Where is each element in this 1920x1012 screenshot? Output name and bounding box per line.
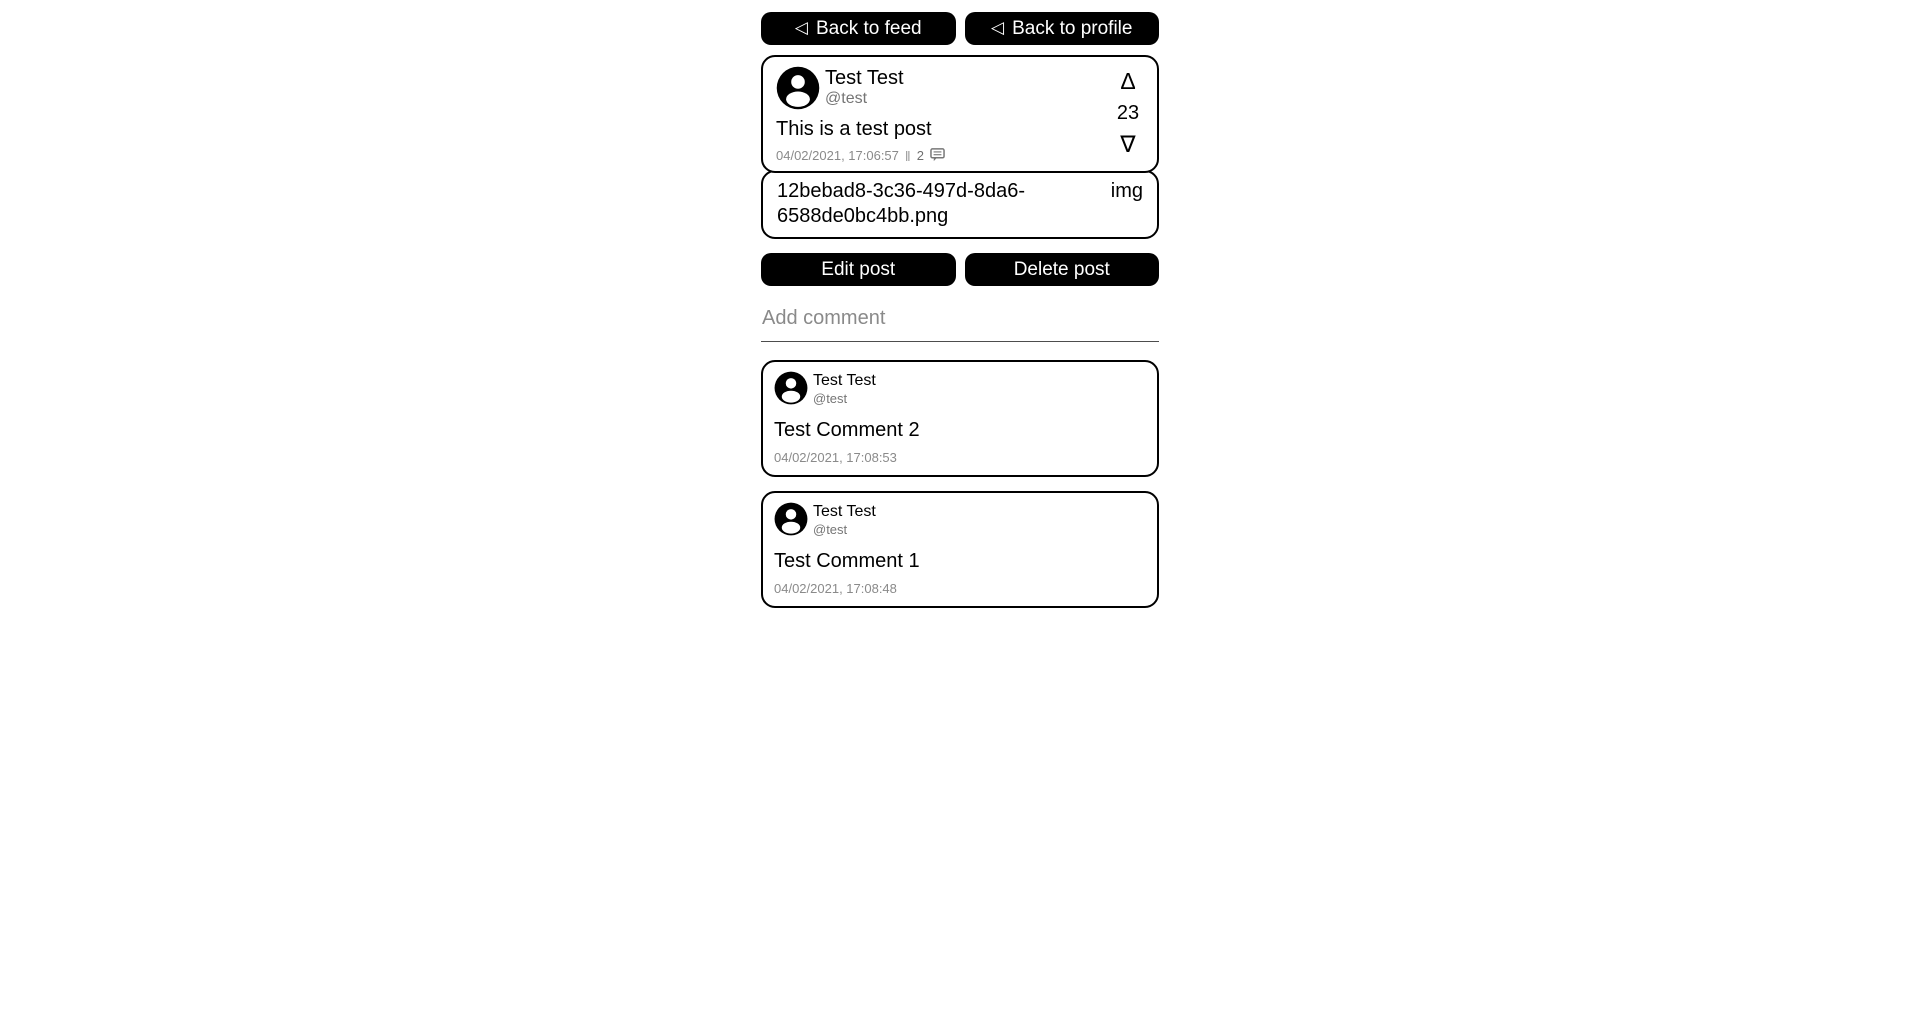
comment-bubble-icon	[930, 148, 945, 165]
comment-content: Test Comment 2	[774, 419, 920, 442]
comment-author-name: Test Test	[813, 503, 876, 521]
post-card	[761, 55, 1159, 173]
post-action-row	[761, 253, 1159, 286]
post-author-names	[825, 66, 904, 108]
comment-author-names	[813, 371, 876, 406]
attachment-filename: 12bebad8-3c36-497d-8da6-6588de0bc4bb.png	[777, 180, 1025, 227]
edit-post-button[interactable]	[761, 253, 956, 286]
edit-post-label: Edit post	[821, 258, 896, 280]
back-to-feed-label: Back to feed	[815, 17, 922, 39]
post-timestamp: 04/02/2021, 17:06:57	[776, 148, 899, 163]
nav-button-row	[761, 12, 1159, 45]
back-to-feed-button[interactable]	[761, 12, 956, 45]
user-avatar-icon	[774, 371, 808, 410]
user-avatar-icon	[776, 66, 820, 110]
comment-author-name: Test Test	[813, 372, 876, 390]
upvote-icon[interactable]: Δ	[1120, 68, 1136, 94]
back-to-profile-button[interactable]	[965, 12, 1160, 45]
user-avatar-icon	[774, 502, 808, 541]
meta-separator: ‖	[904, 147, 911, 164]
delete-post-button[interactable]	[965, 253, 1160, 286]
post-main	[776, 66, 1111, 164]
comment-author-names	[813, 502, 876, 537]
post-author-handle: @test	[825, 90, 868, 107]
comment-timestamp: 04/02/2021, 17:08:53	[774, 450, 897, 466]
attachment-type-label: img	[1110, 180, 1143, 202]
back-to-profile-label: Back to profile	[1012, 17, 1133, 39]
post-author-row	[776, 66, 1111, 110]
comment-card	[761, 491, 1159, 608]
comment-author-handle: @test	[813, 390, 848, 406]
comment-card	[761, 360, 1159, 477]
vote-score: 23	[1116, 102, 1140, 124]
post-content: This is a test post	[776, 118, 932, 140]
post-detail-page	[761, 12, 1159, 608]
back-arrow-icon: ◁	[794, 18, 808, 37]
add-comment-input[interactable]	[761, 303, 1159, 342]
back-arrow-icon: ◁	[991, 18, 1005, 37]
comment-author-row	[774, 502, 1146, 541]
comment-count: 2	[916, 148, 924, 163]
delete-post-label: Delete post	[1013, 258, 1110, 280]
post-meta-row	[776, 147, 1111, 164]
comment-author-handle: @test	[813, 521, 848, 537]
comment-content: Test Comment 1	[774, 550, 920, 573]
comment-author-row	[774, 371, 1146, 410]
vote-column	[1111, 66, 1145, 164]
post-author-name: Test Test	[825, 67, 904, 89]
downvote-icon[interactable]: ∇	[1120, 131, 1136, 157]
post-attachment[interactable]	[761, 170, 1159, 239]
comment-timestamp: 04/02/2021, 17:08:48	[774, 581, 897, 597]
